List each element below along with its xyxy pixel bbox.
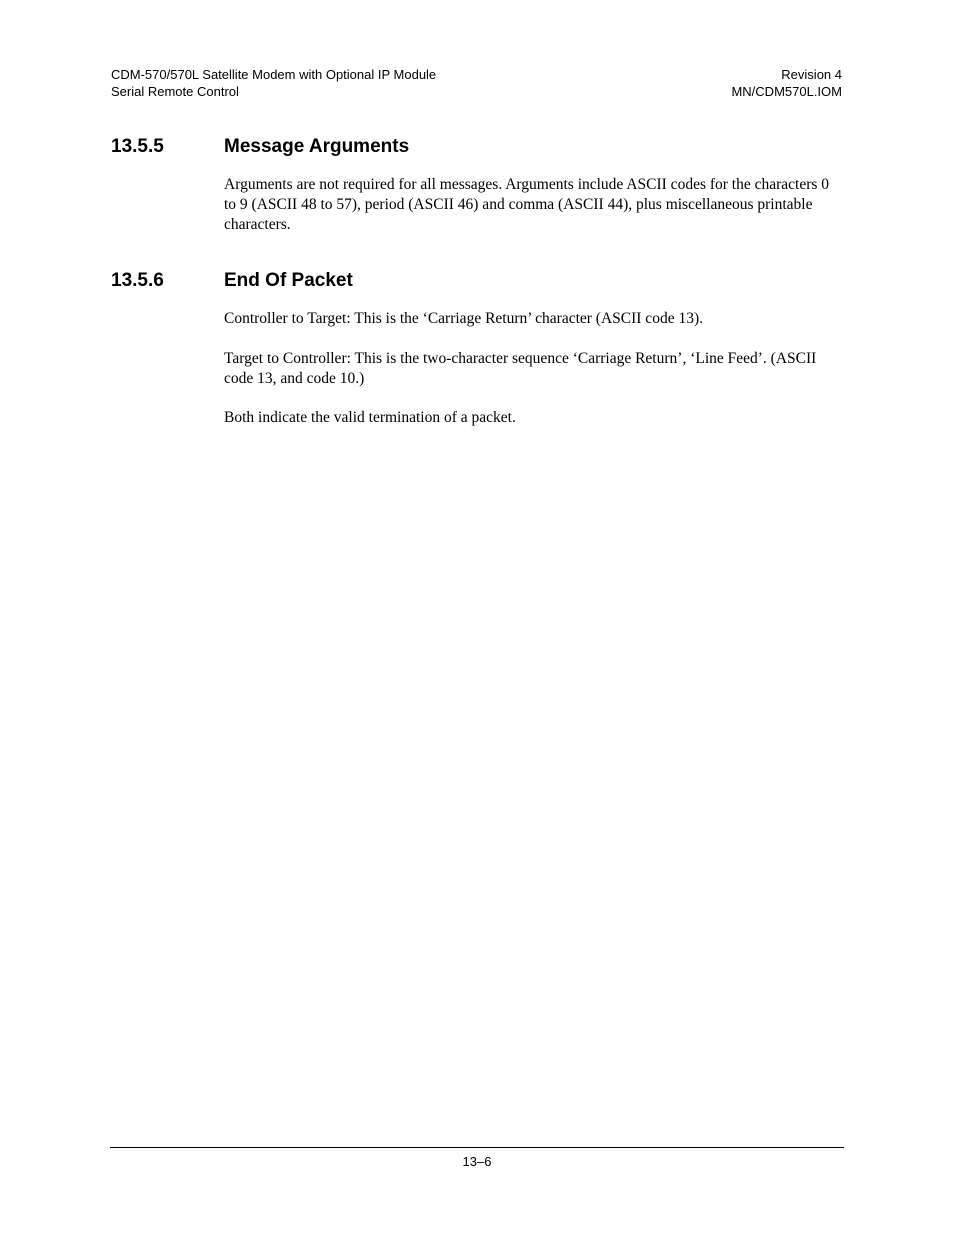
paragraph: Both indicate the valid termination of a packet. — [224, 409, 516, 426]
footer-divider — [110, 1147, 844, 1148]
section-title: End Of Packet — [224, 270, 353, 291]
running-header-right — [731, 66, 842, 100]
section-number: 13.5.6 — [111, 270, 164, 291]
manual-number: MN/CDM570L.IOM — [731, 84, 842, 99]
document-title: CDM-570/570L Satellite Modem with Optional IP Module — [111, 67, 437, 82]
section-heading-end-of-packet — [111, 270, 353, 292]
section-heading-message-arguments — [111, 136, 409, 158]
page-number: 13–6 — [462, 1154, 492, 1169]
chapter-title: Serial Remote Control — [111, 84, 239, 99]
section-number: 13.5.5 — [111, 136, 164, 157]
revision-label: Revision 4 — [781, 67, 842, 82]
section-title: Message Arguments — [224, 136, 410, 157]
paragraph: Target to Controller: This is the two-character sequence ‘Carriage Return’, ‘Line Feed’. (ASCII code 13, and code 10.) — [224, 350, 817, 387]
running-header-left — [111, 66, 436, 100]
paragraph: Controller to Target: This is the ‘Carriage Return’ character (ASCII code 13). — [224, 310, 703, 327]
paragraph: Arguments are not required for all messages. Arguments include ASCII codes for the characters 0 to 9 (ASCII 48 to 57), period (ASCII 46) and comma (ASCII 44), plus miscellaneous printable characters. — [224, 176, 830, 233]
